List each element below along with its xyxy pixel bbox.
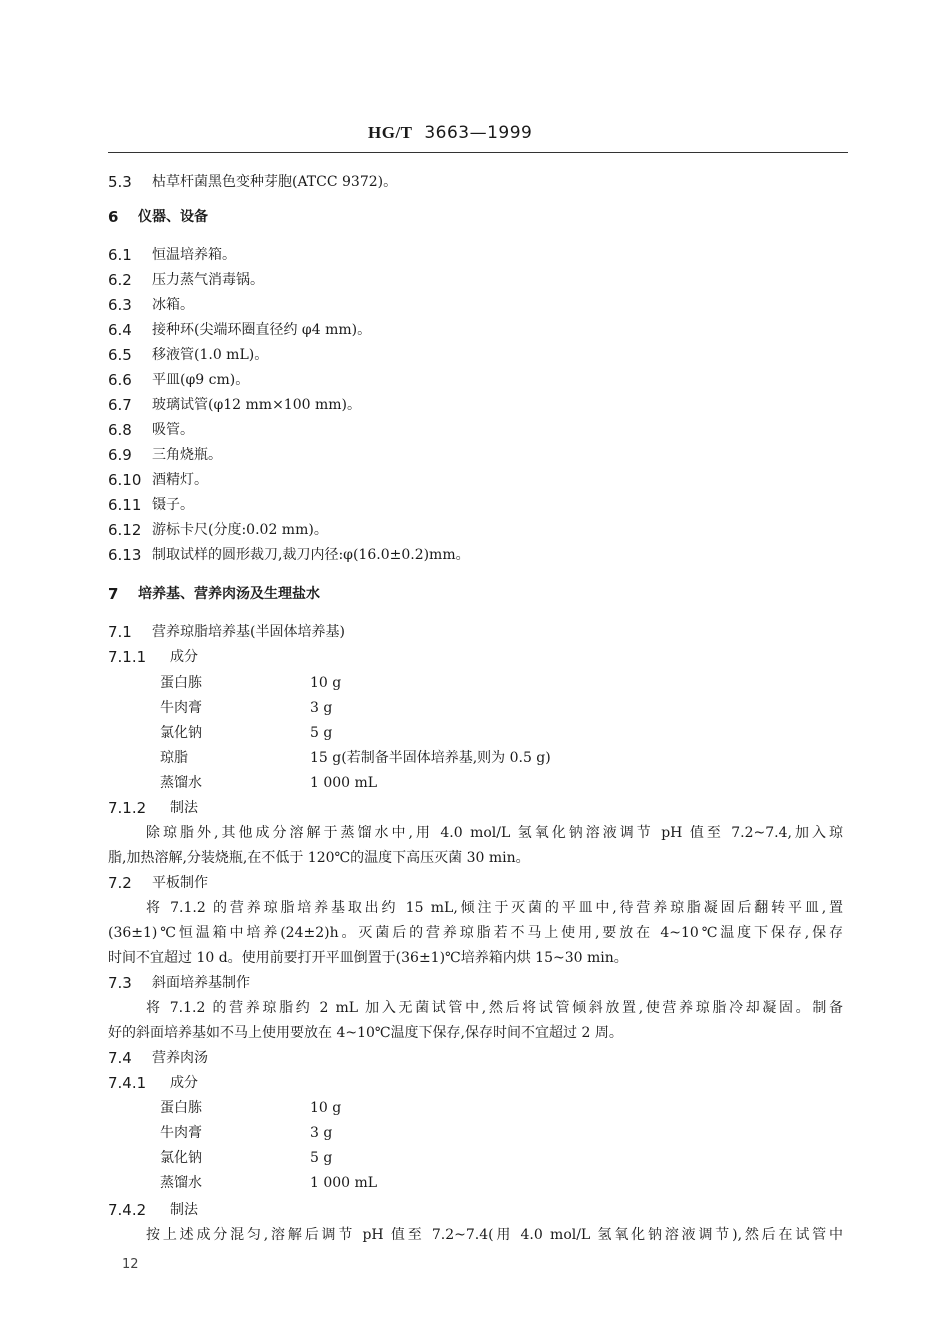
header-rule — [108, 152, 848, 153]
item-number: 7.4 — [108, 1049, 132, 1067]
item-text: 恒温培养箱。 — [152, 247, 236, 263]
ingredient-amount: 3 g — [310, 1125, 333, 1141]
item-number: 6.9 — [108, 446, 132, 464]
item-text: 制法 — [170, 800, 198, 816]
item-number: 7.4.1 — [108, 1074, 147, 1092]
section-title: 仪器、设备 — [138, 209, 208, 225]
item-text: 枯草杆菌黑色变种芽胞(ATCC 9372)。 — [152, 174, 398, 190]
ingredient-amount: 5 g — [310, 1150, 333, 1166]
item-number: 7.1.2 — [108, 799, 147, 817]
item-text: 接种环(尖端环圈直径约 φ4 mm)。 — [152, 322, 372, 338]
item-text: 吸管。 — [152, 422, 194, 438]
ingredient-amount: 5 g — [310, 725, 333, 741]
ingredient-name: 蛋白胨 — [160, 675, 202, 691]
item-number: 7.4.2 — [108, 1201, 147, 1219]
ingredient-name: 牛肉膏 — [160, 1125, 202, 1141]
item-number: 6.5 — [108, 346, 132, 364]
item-number: 5.3 — [108, 173, 132, 191]
item-number: 6.7 — [108, 396, 132, 414]
item-text: 游标卡尺(分度:0.02 mm)。 — [152, 522, 328, 538]
ingredient-amount: 1 000 mL — [310, 1175, 378, 1191]
item-number: 7.3 — [108, 974, 132, 992]
ingredient-name: 牛肉膏 — [160, 700, 202, 716]
item-number: 6.3 — [108, 296, 132, 314]
ingredient-amount: 15 g(若制备半固体培养基,则为 0.5 g) — [310, 750, 551, 766]
section-number: 6 — [108, 208, 119, 226]
item-number: 7.1 — [108, 623, 132, 641]
item-text: 平板制作 — [152, 875, 208, 891]
item-number: 6.12 — [108, 521, 142, 539]
item-text: 压力蒸气消毒锅。 — [152, 272, 264, 288]
standard-number: 3663—1999 — [424, 123, 533, 143]
item-number: 6.11 — [108, 496, 142, 514]
item-text: 移液管(1.0 mL)。 — [152, 347, 269, 363]
paragraph-line: 将 7.1.2 的营养琼脂培养基取出约 15 mL,倾注于灭菌的平皿中,待营养琼脂凝固后翻转平皿,置 — [146, 900, 843, 916]
paragraph-line: (36±1)℃恒温箱中培养(24±2)h。灭菌后的营养琼脂若不马上使用,要放在 4~10℃温度下保存,保存 — [108, 925, 843, 941]
item-number: 7.2 — [108, 874, 132, 892]
item-text: 镊子。 — [152, 497, 194, 513]
item-number: 7.1.1 — [108, 648, 147, 666]
paragraph-line: 脂,加热溶解,分装烧瓶,在不低于 120℃的温度下高压灭菌 30 min。 — [108, 850, 530, 866]
paragraph-line: 时间不宜超过 10 d。使用前要打开平皿倒置于(36±1)℃培养箱内烘 15~30 min。 — [108, 950, 628, 966]
page-number: 12 — [122, 1257, 139, 1272]
ingredient-name: 氯化钠 — [160, 725, 202, 741]
ingredient-name: 蛋白胨 — [160, 1100, 202, 1116]
ingredient-name: 氯化钠 — [160, 1150, 202, 1166]
paragraph-line: 好的斜面培养基如不马上使用要放在 4~10℃温度下保存,保存时间不宜超过 2 周。 — [108, 1025, 623, 1041]
item-text: 制法 — [170, 1202, 198, 1218]
item-text: 冰箱。 — [152, 297, 194, 313]
item-text: 平皿(φ9 cm)。 — [152, 372, 250, 388]
ingredient-name: 蒸馏水 — [160, 1175, 202, 1191]
item-text: 成分 — [170, 1075, 198, 1091]
item-number: 6.1 — [108, 246, 132, 264]
item-number: 6.2 — [108, 271, 132, 289]
item-text: 营养琼脂培养基(半固体培养基) — [152, 624, 345, 640]
item-number: 6.13 — [108, 546, 142, 564]
ingredient-name: 琼脂 — [160, 750, 188, 766]
item-number: 6.4 — [108, 321, 132, 339]
paragraph-line: 将 7.1.2 的营养琼脂约 2 mL 加入无菌试管中,然后将试管倾斜放置,使营养琼脂冷却凝固。制备 — [146, 1000, 843, 1016]
item-text: 酒精灯。 — [152, 472, 208, 488]
paragraph-line: 除琼脂外,其他成分溶解于蒸馏水中,用 4.0 mol/L 氢氧化钠溶液调节 pH 值至 7.2~7.4,加入琼 — [146, 825, 843, 841]
item-text: 三角烧瓶。 — [152, 447, 222, 463]
item-text: 营养肉汤 — [152, 1050, 208, 1066]
item-text: 玻璃试管(φ12 mm×100 mm)。 — [152, 397, 361, 413]
item-text: 斜面培养基制作 — [152, 975, 250, 991]
section-title: 培养基、营养肉汤及生理盐水 — [138, 586, 320, 602]
ingredient-amount: 1 000 mL — [310, 775, 378, 791]
item-number: 6.6 — [108, 371, 132, 389]
ingredient-amount: 10 g — [310, 675, 342, 691]
section-number: 7 — [108, 585, 119, 603]
item-text: 制取试样的圆形裁刀,裁刀内径:φ(16.0±0.2)mm。 — [152, 547, 470, 563]
item-text: 成分 — [170, 649, 198, 665]
item-number: 6.8 — [108, 421, 132, 439]
ingredient-amount: 10 g — [310, 1100, 342, 1116]
document-header — [368, 124, 532, 142]
ingredient-name: 蒸馏水 — [160, 775, 202, 791]
standard-code: HG/T — [368, 123, 413, 142]
paragraph-line: 按上述成分混匀,溶解后调节 pH 值至 7.2~7.4(用 4.0 mol/L 氢氧化钠溶液调节),然后在试管中 — [146, 1227, 843, 1243]
ingredient-amount: 3 g — [310, 700, 333, 716]
item-number: 6.10 — [108, 471, 142, 489]
